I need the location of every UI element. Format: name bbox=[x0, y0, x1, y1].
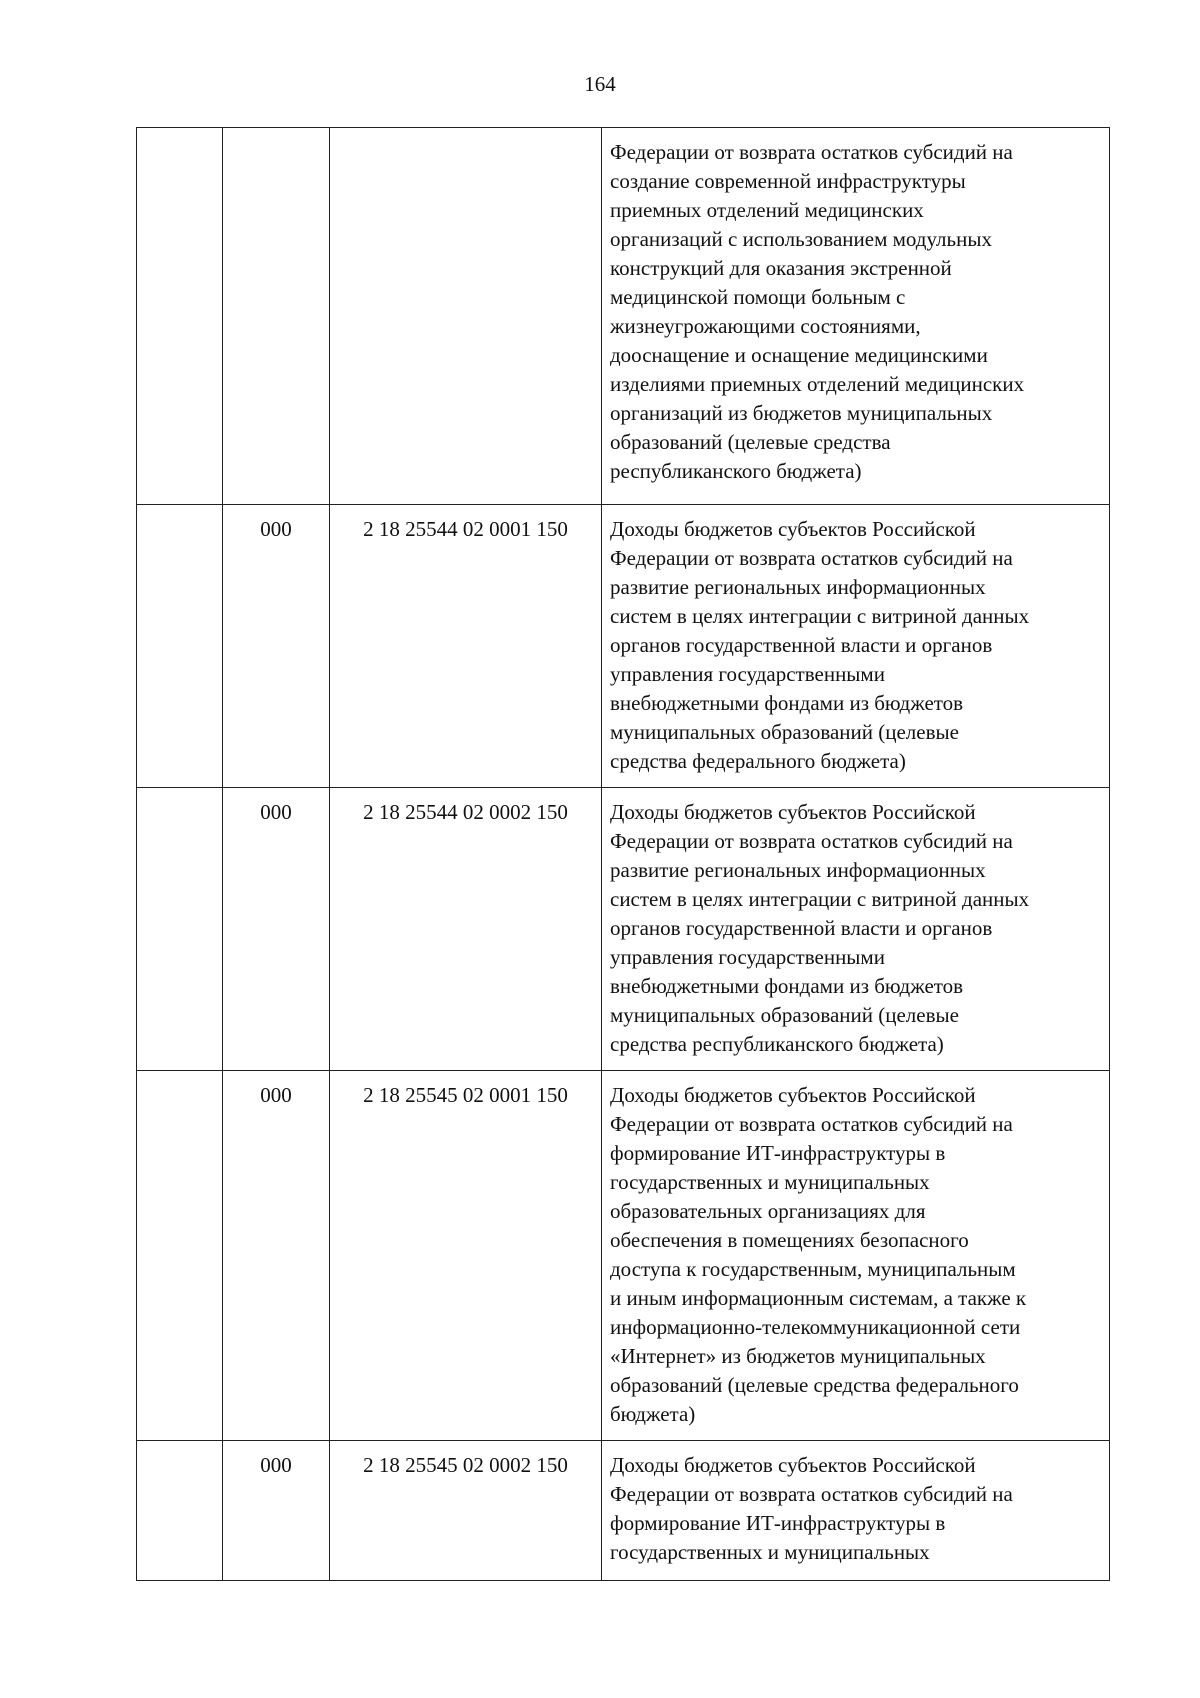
description-line: Федерации от возврата остатков субсидий на bbox=[610, 140, 1013, 164]
description-line: «Интернет» из бюджетов муниципальных bbox=[610, 1344, 986, 1368]
admin-code-cell bbox=[223, 128, 330, 505]
description-line: внебюджетными фондами из бюджетов bbox=[610, 974, 964, 998]
description-cell bbox=[602, 1441, 1110, 1581]
description-line: муниципальных образований (целевые bbox=[610, 720, 959, 744]
description-line: республиканского бюджета) bbox=[610, 459, 862, 483]
description-line: образовательных организациях для bbox=[610, 1199, 926, 1223]
description-line: государственных и муниципальных bbox=[610, 1170, 930, 1194]
kbk-code-cell bbox=[330, 128, 602, 505]
description-line: управления государственными bbox=[610, 945, 885, 969]
admin-code-cell: 000 bbox=[223, 505, 330, 788]
description-line: Доходы бюджетов субъектов Российской bbox=[610, 1083, 976, 1107]
description-line: внебюджетными фондами из бюджетов bbox=[610, 691, 964, 715]
description-line: дооснащение и оснащение медицинскими bbox=[610, 343, 988, 367]
description-line: медицинской помощи больным с bbox=[610, 285, 906, 309]
admin-code-cell: 000 bbox=[223, 788, 330, 1071]
table-row bbox=[137, 1441, 1110, 1581]
kbk-code-cell: 2 18 25544 02 0002 150 bbox=[330, 788, 602, 1071]
description-line: систем в целях интеграции с витриной данных bbox=[610, 604, 1030, 628]
description-line: обеспечения в помещениях безопасного bbox=[610, 1228, 969, 1252]
kbk-code-cell: 2 18 25545 02 0001 150 bbox=[330, 1071, 602, 1441]
description-line: Федерации от возврата остатков субсидий на bbox=[610, 546, 1013, 570]
description-line: Доходы бюджетов субъектов Российской bbox=[610, 800, 976, 824]
description-line: формирование ИТ-инфраструктуры в bbox=[610, 1141, 946, 1165]
description-line: приемных отделений медицинских bbox=[610, 198, 924, 222]
description-line: развитие региональных информационных bbox=[610, 858, 986, 882]
description-line: информационно-телекоммуникационной сети bbox=[610, 1315, 1021, 1339]
description-line: образований (целевые средства bbox=[610, 430, 891, 454]
kbk-code-cell: 2 18 25545 02 0002 150 bbox=[330, 1441, 602, 1581]
description-cell bbox=[602, 788, 1110, 1071]
description-line: Федерации от возврата остатков субсидий на bbox=[610, 1112, 1013, 1136]
description-line: и иным информационным системам, а также к bbox=[610, 1286, 1027, 1310]
description-line: конструкций для оказания экстренной bbox=[610, 256, 952, 280]
description-line: органов государственной власти и органов bbox=[610, 633, 993, 657]
page-number: 164 bbox=[584, 72, 616, 96]
section-cell bbox=[137, 788, 223, 1071]
description-line: организаций с использованием модульных bbox=[610, 227, 992, 251]
section-cell bbox=[137, 128, 223, 505]
description-line: создание современной инфраструктуры bbox=[610, 169, 966, 193]
description-line: Доходы бюджетов субъектов Российской bbox=[610, 1453, 976, 1477]
kbk-code-cell: 2 18 25544 02 0001 150 bbox=[330, 505, 602, 788]
description-line: средства республиканского бюджета) bbox=[610, 1032, 944, 1056]
table-row bbox=[137, 505, 1110, 788]
revenue-classification-table bbox=[136, 127, 1110, 1581]
description-line: органов государственной власти и органов bbox=[610, 916, 993, 940]
description-cell bbox=[602, 128, 1110, 505]
table-row bbox=[137, 128, 1110, 505]
admin-code-cell: 000 bbox=[223, 1071, 330, 1441]
description-line: доступа к государственным, муниципальным bbox=[610, 1257, 1016, 1281]
description-cell bbox=[602, 1071, 1110, 1441]
description-line: организаций из бюджетов муниципальных bbox=[610, 401, 993, 425]
table-row bbox=[137, 788, 1110, 1071]
description-line: жизнеугрожающими состояниями, bbox=[610, 314, 921, 338]
description-line: развитие региональных информационных bbox=[610, 575, 986, 599]
description-line: систем в целях интеграции с витриной данных bbox=[610, 887, 1030, 911]
description-cell bbox=[602, 505, 1110, 788]
section-cell bbox=[137, 1441, 223, 1581]
description-line: управления государственными bbox=[610, 662, 885, 686]
description-line: бюджета) bbox=[610, 1402, 696, 1426]
description-line: муниципальных образований (целевые bbox=[610, 1003, 959, 1027]
description-line: Федерации от возврата остатков субсидий на bbox=[610, 829, 1013, 853]
description-line: изделиями приемных отделений медицинских bbox=[610, 372, 1025, 396]
description-line: формирование ИТ-инфраструктуры в bbox=[610, 1511, 946, 1535]
description-line: образований (целевые средства федерального bbox=[610, 1373, 1019, 1397]
table-body bbox=[137, 128, 1110, 1581]
admin-code-cell: 000 bbox=[223, 1441, 330, 1581]
section-cell bbox=[137, 1071, 223, 1441]
description-line: Федерации от возврата остатков субсидий на bbox=[610, 1482, 1013, 1506]
description-line: средства федерального бюджета) bbox=[610, 749, 906, 773]
description-line: государственных и муниципальных bbox=[610, 1540, 930, 1564]
description-line: Доходы бюджетов субъектов Российской bbox=[610, 517, 976, 541]
table-row bbox=[137, 1071, 1110, 1441]
section-cell bbox=[137, 505, 223, 788]
